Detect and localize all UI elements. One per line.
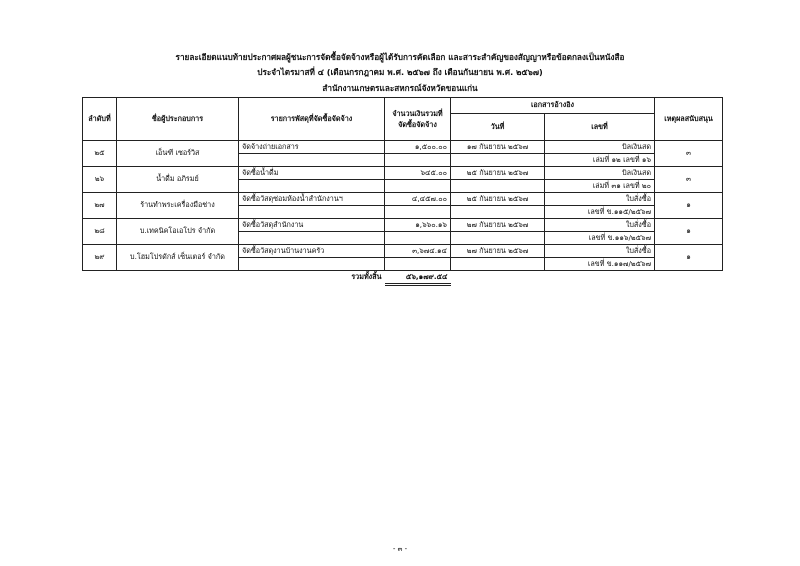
header-number: เลขที่ xyxy=(545,114,655,141)
row-no: ๒๙ xyxy=(83,245,117,271)
row-no: ๒๘ xyxy=(83,219,117,245)
row-item: จัดซื้อน้ำดื่ม xyxy=(239,167,385,180)
table-row xyxy=(83,193,723,206)
total-value: ๕๖,๑๗๙.๕๔ xyxy=(385,271,451,285)
row-no: ๒๕ xyxy=(83,141,117,167)
row-item: จัดซื้อวัสดุสำนักงาน xyxy=(239,219,385,232)
header-reason: เหตุผลสนับสนุน xyxy=(655,98,723,141)
row-doc-type: ใบสั่งซื้อ xyxy=(545,193,655,206)
row-vendor: บ.เทคนิคโอเอโปร จำกัด xyxy=(117,219,239,245)
row-doc-type: บิลเงินสด xyxy=(545,167,655,180)
table-row xyxy=(83,141,723,154)
row-reason: ๑ xyxy=(655,219,723,245)
header-ref-docs: เอกสารอ้างอิง xyxy=(451,98,655,114)
row-doc-type: ใบสั่งซื้อ xyxy=(545,219,655,232)
row-vendor: บ.โฮมโปรดักส์ เซ็นเตอร์ จำกัด xyxy=(117,245,239,271)
row-doc-number: เลขที่ ข.๑๑๗/๒๕๖๗ xyxy=(545,258,655,271)
row-doc-number: เลขที่ ข.๑๑๖/๒๕๖๗ xyxy=(545,232,655,245)
row-amount: ๑,๖๖๐.๑๖ xyxy=(385,219,451,232)
row-date: ๒๕ กันยายน ๒๕๖๗ xyxy=(451,167,545,180)
row-doc-number: เล่มที่ ๑๒ เลขที่ ๑๖ xyxy=(545,154,655,167)
row-vendor: น้ำดื่ม อภิรมย์ xyxy=(117,167,239,193)
doc-title-line-1: รายละเอียดแนบท้ายประกาศผลผู้ชนะการจัดซื้อจัดจ้างหรือผู้ได้รับการคัดเลือก และสาระสำคัญของสัญญาหรือข้อตกลงเป็นหนังสือ xyxy=(175,52,625,62)
row-doc-type: ใบสั่งซื้อ xyxy=(545,245,655,258)
row-item: จัดซื้อวัสดุงานบ้านงานครัว xyxy=(239,245,385,258)
row-doc-type: บิลเงินสด xyxy=(545,141,655,154)
header-amount: จำนวนเงินรวมที่จัดซื้อจัดจ้าง xyxy=(385,98,451,141)
procurement-table xyxy=(82,97,723,286)
row-vendor: เอ็นฑี เซอร์วิส xyxy=(117,141,239,167)
header-date: วันที่ xyxy=(451,114,545,141)
total-label: รวมทั้งสิ้น xyxy=(351,272,382,282)
row-no: ๒๖ xyxy=(83,167,117,193)
row-date: ๒๗ กันยายน ๒๕๖๗ xyxy=(451,245,545,258)
doc-title-line-2: ประจำไตรมาสที่ ๔ (เดือนกรกฎาคม พ.ศ. ๒๕๖๗ ถึง เดือนกันยายน พ.ศ. ๒๕๖๗) xyxy=(257,67,543,77)
page-number: - ๓ - xyxy=(392,545,408,553)
row-vendor: ร้านทำพระเครื่องมือช่าง xyxy=(117,193,239,219)
header-item: รายการพัสดุที่จัดซื้อจัดจ้าง xyxy=(239,98,385,141)
row-no: ๒๗ xyxy=(83,193,117,219)
table-row xyxy=(83,167,723,180)
row-item: จัดซื้อวัสดุซ่อมห้องน้ำสำนักงานฯ xyxy=(239,193,385,206)
row-reason: ๑ xyxy=(655,193,723,219)
row-amount: ๖๔๕.๐๐ xyxy=(385,167,451,180)
row-date: ๒๗ กันยายน ๒๕๖๗ xyxy=(451,219,545,232)
row-date: ๑๗ กันยายน ๒๕๖๗ xyxy=(451,141,545,154)
header-vendor: ชื่อผู้ประกอบการ xyxy=(117,98,239,141)
row-reason: ๓ xyxy=(655,167,723,193)
row-doc-number: เล่มที่ ๓๑ เลขที่ ๒๐ xyxy=(545,180,655,193)
row-amount: ๔,๔๕๗.๐๐ xyxy=(385,193,451,206)
row-reason: ๑ xyxy=(655,245,723,271)
row-date: ๒๕ กันยายน ๒๕๖๗ xyxy=(451,193,545,206)
row-item: จัดจ้างถ่ายเอกสาร xyxy=(239,141,385,154)
table-row xyxy=(83,245,723,258)
row-reason: ๓ xyxy=(655,141,723,167)
row-doc-number: เลขที่ ข.๑๑๕/๒๕๖๗ xyxy=(545,206,655,219)
table-row xyxy=(83,219,723,232)
header-no: ลำดับที่ xyxy=(83,98,117,141)
row-amount: ๑,๕๐๐.๐๐ xyxy=(385,141,451,154)
row-amount: ๓,๖๗๔.๑๔ xyxy=(385,245,451,258)
doc-title-line-3: สำนักงานเกษตรและสหกรณ์จังหวัดขอนแก่น xyxy=(322,83,478,93)
